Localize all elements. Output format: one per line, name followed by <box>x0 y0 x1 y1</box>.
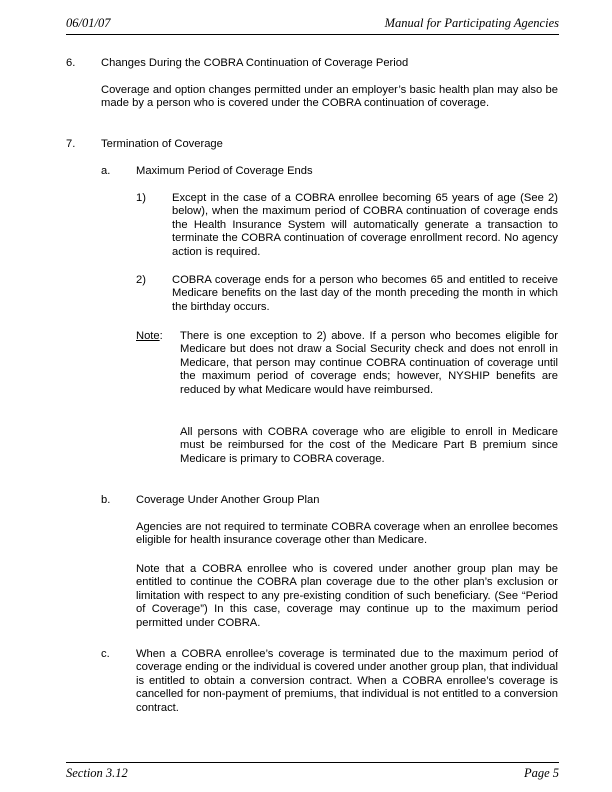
item-2-text: COBRA coverage ends for a person who becomes 65 and entitled to receive Medicare benefits on the last day of the month preceding the month in which the birthday occurs. <box>172 274 558 313</box>
item-2-number: 2) <box>136 274 146 286</box>
subsection-a-letter: a. <box>101 165 111 177</box>
section-7-number: 7. <box>66 138 76 150</box>
section-6-title: Changes During the COBRA Continuation of Coverage Period <box>101 57 409 69</box>
note-paragraph-1: There is one exception to 2) above. If a person who becomes eligible for Medicare but does not draw a Social Security check and does not enroll in Medicare, that person may continue COBRA continuation of coverage until the maximum period of coverage ends; however, NYSHIP benefits are reduced by what Medicare would have reimbursed. <box>180 330 558 396</box>
subsection-b-title: Coverage Under Another Group Plan <box>136 494 320 506</box>
subsection-b-paragraph-2: Note that a COBRA enrollee who is covered under another group plan may be entitled to continue the COBRA plan coverage due to the other plan’s exclusion or limitation with respect to any pre-existing condition of such beneficiary. (See “Period of Coverage”) In this case, coverage may continue up to the maximum period permitted under COBRA. <box>136 563 558 629</box>
section-6-body: Coverage and option changes permitted under an employer’s basic health plan may also be made by a person who is covered under the COBRA continuation of coverage. <box>101 84 558 110</box>
subsection-b-paragraph-1: Agencies are not required to terminate COBRA coverage when an enrollee becomes eligible for health insurance coverage other than Medicare. <box>136 521 558 547</box>
subsection-a-title: Maximum Period of Coverage Ends <box>136 165 313 177</box>
section-6-number: 6. <box>66 57 76 69</box>
subsection-b-letter: b. <box>101 494 111 506</box>
note-label-line: Note: <box>136 330 163 342</box>
footer-section: Section 3.12 <box>66 766 128 780</box>
item-1-number: 1) <box>136 192 146 204</box>
section-7-title: Termination of Coverage <box>101 138 223 150</box>
note-label: Note <box>136 330 160 342</box>
footer-page-number: Page 5 <box>523 766 559 780</box>
item-1-text: Except in the case of a COBRA enrollee becoming 65 years of age (See 2) below), when the maximum period of COBRA continuation of coverage ends the Health Insurance System will automatically generate a transaction to terminate the COBRA continuation of coverage enrollment record. No agency action is required. <box>172 192 558 258</box>
subsection-c-text: When a COBRA enrollee’s coverage is terminated due to the maximum period of coverage ending or the individual is covered under another group plan, that individual is entitled to obtain a conversion contract. When a COBRA enrollee’s coverage is cancelled for non-payment of premiums, that individual is not entitled to a conversion contract. <box>136 648 558 714</box>
subsection-c-letter: c. <box>101 648 110 660</box>
header-date: 06/01/07 <box>66 16 111 30</box>
page-footer <box>66 762 559 783</box>
note-paragraph-2: All persons with COBRA coverage who are eligible to enroll in Medicare must be reimbursed for the cost of the Medicare Part B premium since Medicare is primary to COBRA coverage. <box>180 426 558 465</box>
header-title: Manual for Participating Agencies <box>384 16 559 30</box>
page-header <box>66 14 559 35</box>
